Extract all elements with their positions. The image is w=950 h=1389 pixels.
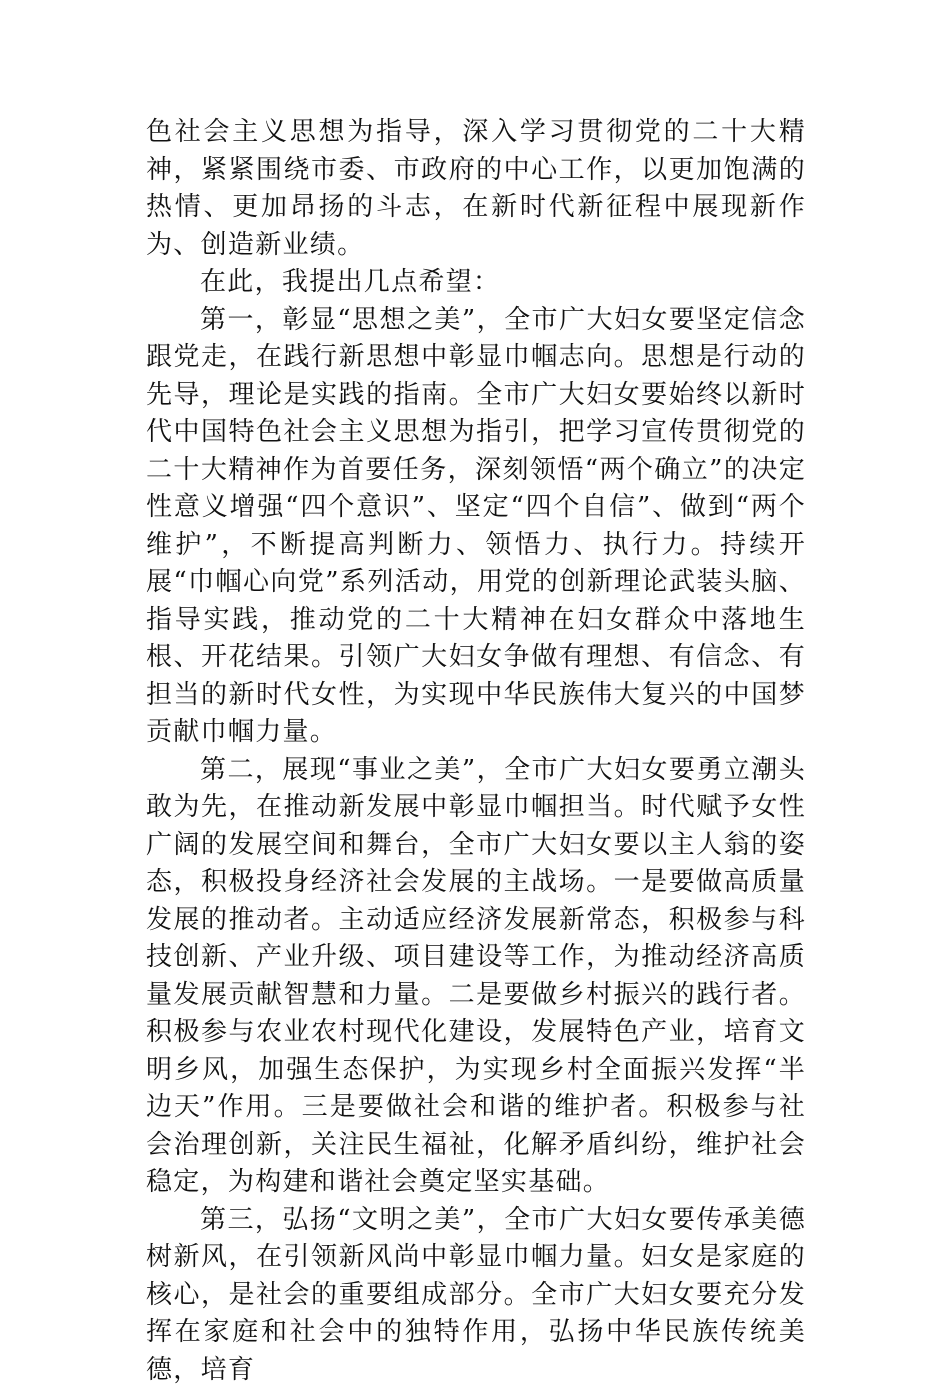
document-body [146,114,806,1389]
paragraph-continuation: 色社会主义思想为指导，深入学习贯彻党的二十大精神，紧紧围绕市委、市政府的中心工作，以更加饱满的热情、更加昂扬的斗志，在新时代新征程中展现新作为、创造新业绩。 [146,114,806,264]
paragraph-first-point: 第一，彰显“思想之美”，全市广大妇女要坚定信念跟党走，在践行新思想中彰显巾帼志向。思想是行动的先导，理论是实践的指南。全市广大妇女要始终以新时代中国特色社会主义思想为指引，把学习宣传贯彻党的二十大精神作为首要任务，深刻领悟“两个确立”的决定性意义增强“四个意识”、坚定“四个自信”、做到“两个维护”，不断提高判断力、领悟力、执行力。持续开展“巾帼心向党”系列活动，用党的创新理论武装头脑、指导实践，推动党的二十大精神在妇女群众中落地生根、开花结果。引领广大妇女争做有理想、有信念、有担当的新时代女性，为实现中华民族伟大复兴的中国梦贡献巾帼力量。 [146,302,806,752]
paragraph-intro-hopes: 在此，我提出几点希望： [146,264,806,302]
paragraph-third-point: 第三，弘扬“文明之美”，全市广大妇女要传承美德树新风，在引领新风尚中彰显巾帼力量。妇女是家庭的核心，是社会的重要组成部分。全市广大妇女要充分发挥在家庭和社会中的独特作用，弘扬中华民族传统美德，培育 [146,1202,806,1389]
paragraph-second-point: 第二，展现“事业之美”，全市广大妇女要勇立潮头敢为先，在推动新发展中彰显巾帼担当。时代赋予女性广阔的发展空间和舞台，全市广大妇女要以主人翁的姿态，积极投身经济社会发展的主战场。一是要做高质量发展的推动者。主动适应经济发展新常态，积极参与科技创新、产业升级、项目建设等工作，为推动经济高质量发展贡献智慧和力量。二是要做乡村振兴的践行者。积极参与农业农村现代化建设，发展特色产业，培育文明乡风，加强生态保护，为实现乡村全面振兴发挥“半边天”作用。三是要做社会和谐的维护者。积极参与社会治理创新，关注民生福祉，化解矛盾纠纷，维护社会稳定，为构建和谐社会奠定坚实基础。 [146,752,806,1202]
